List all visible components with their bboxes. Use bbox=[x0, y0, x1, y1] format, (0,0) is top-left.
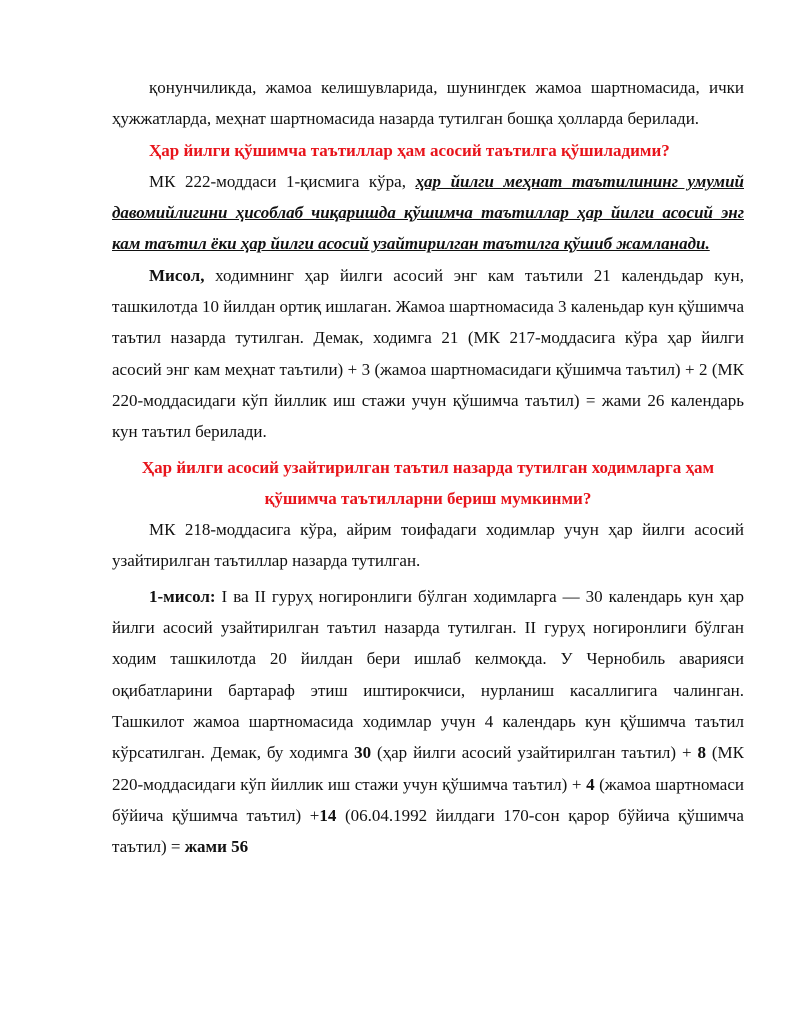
paragraph-text: қонунчиликда, жамоа келишувларида, шунингдек жамоа шартномасида, ички ҳужжатларда, меҳнат шартномасида назарда тутилган бошқа ҳолларда берилади. bbox=[112, 78, 744, 129]
paragraph-continuation bbox=[112, 72, 744, 135]
paragraph-article-222 bbox=[112, 166, 744, 260]
paragraph-text: (МК 220-моддасидаги кўп йиллик иш стажи учун қўшимча таътил) + bbox=[112, 743, 744, 794]
example-label: 1-мисол: bbox=[149, 586, 216, 606]
section-heading bbox=[112, 452, 744, 515]
heading-text: Ҳар йилги қўшимча таътиллар ҳам асосий таътилга қўшиладими? bbox=[149, 140, 670, 160]
paragraph-example-1 bbox=[112, 581, 744, 863]
paragraph-text: (жамоа шартномаси бўйича қўшимча таътил) + bbox=[112, 774, 744, 825]
number-bold: 30 bbox=[354, 743, 372, 763]
paragraph-text: I ва II гуруҳ ногиронлиги бўлган ходимларга — 30 календарь кун ҳар йилги асосий узайтирилган таътил назарда тутилган. II гуруҳ ногиронлиги бўлган ходим ташкилотда 20 йилдан бери ишлаб келмоқда. У Чернобиль аварияси оқибатларини бартараф этиш иштирокчиси, нурланиш касаллигига чалинган. Ташкилот жамоа шартномасида ходимлар учун 4 календарь кун қўшимча таътил кўрсатилган. Демак, бу ходимга bbox=[112, 586, 744, 763]
paragraph-text: МК 222-моддаси 1-қисмига кўра, bbox=[149, 171, 416, 191]
paragraph-example bbox=[112, 260, 744, 448]
example-label: Мисол, bbox=[149, 265, 205, 285]
number-bold: 4 bbox=[586, 774, 595, 794]
paragraph-text: ходимнинг ҳар йилги асосий энг кам таътили 21 календьдар кун, ташкилотда 10 йилдан ортиқ ишлаган. Жамоа шартномасида 3 каленьдар кун қўшимча таътил назарда тутилган. Демак, ходимга 21 (МК 217-моддасига кўра ҳар йилги асосий энг кам меҳнат таътили) + 3 (жамоа шартномасидаги қўшимча таътил) + 2 (МК 220-моддасидаги кўп йиллик иш стажи учун қўшимча таътил) = жами 26 календарь кун таътил берилади. bbox=[112, 265, 744, 442]
number-bold: 8 bbox=[697, 743, 706, 763]
paragraph-article-218 bbox=[112, 514, 744, 577]
paragraph-text: МК 218-моддасига кўра, айрим тоифадаги ходимлар учун ҳар йилги асосий узайтирилган таътиллар назарда тутилган. bbox=[112, 520, 744, 571]
total-bold: жами 56 bbox=[184, 837, 249, 857]
paragraph-text: (ҳар йилги асосий узайтирилган таътил) + bbox=[371, 743, 698, 763]
emphasized-text: ҳар йилги меҳнат таътилининг умумий давомийлигини ҳисоблаб чиқаришда қўшимча таътиллар ҳар йилги асосий энг кам таътил ёки ҳар йилги асосий узайтирилган таътилга қўшиб жамланади. bbox=[112, 171, 744, 254]
section-heading bbox=[112, 135, 744, 166]
paragraph-text: (06.04.1992 йилдаги 170-сон қарор бўйича қўшимча таътил) = bbox=[112, 805, 744, 857]
number-bold: 14 bbox=[319, 805, 337, 825]
heading-text: Ҳар йилги асосий узайтирилган таътил назарда тутилган ходимларга ҳам қўшимча таътилларни бериш мумкинми? bbox=[141, 457, 715, 508]
